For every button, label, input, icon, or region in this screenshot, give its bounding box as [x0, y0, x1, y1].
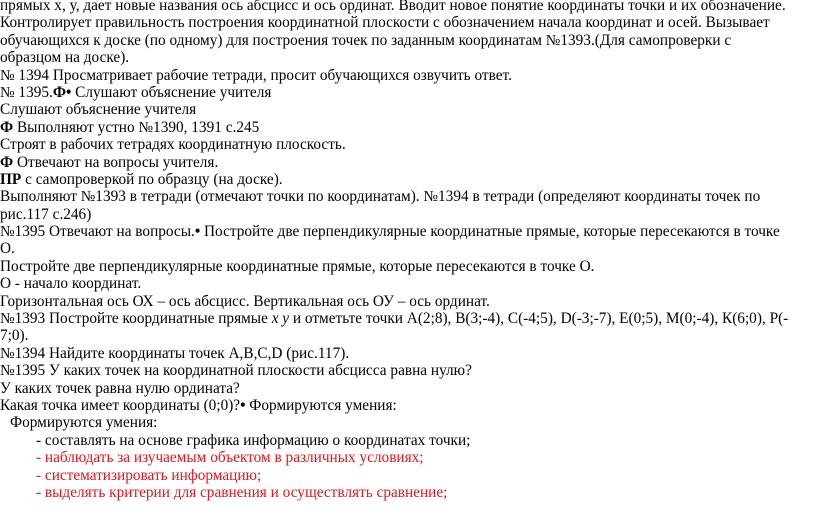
text-run: №1395 Отвечают на вопросы.: [0, 223, 195, 241]
bold-marker: Ф: [0, 118, 14, 136]
bullet-icon: •: [194, 223, 201, 241]
text-line: Строят в рабочих тетрадях координатную плоскость.: [0, 136, 346, 154]
bold-marker: Ф: [52, 83, 66, 101]
text-run: №1393 Постройте координатные прямые: [0, 310, 272, 328]
text-run: с самопроверкой по образцу (на доске).: [21, 170, 283, 188]
text-line: [0, 223, 812, 240]
text-run: Формируются умения:: [245, 396, 397, 414]
text-line: Горизонтальная ось ОХ – ось абсцисс. Вертикальная ось ОУ – ось ординат.: [0, 292, 490, 310]
text-line: Постройте две перпендикулярные координатные прямые, которые пересекаются в точке О.: [0, 257, 595, 275]
text-line: обучающихся к доске (по одному) для построения точек по заданным координатам №1393.(Для самопроверки с: [0, 31, 732, 49]
text-line: 7;0).: [0, 327, 29, 345]
text-line: О - начало координат.: [0, 275, 142, 293]
text-line: [0, 397, 812, 414]
text-line: У каких точек равна нулю ордината?: [0, 379, 240, 397]
text-line: №1395 У каких точек на координатной плоскости абсцисса равна нулю?: [0, 362, 472, 380]
list-item-red: - наблюдать за изучаемым объектом в различных условиях;: [36, 449, 424, 467]
text-run: Постройте две перпендикулярные координатные прямые, которые пересекаются в точке: [200, 223, 780, 241]
text-line: Контролирует правильность построения координатной плоскости с обозначением начала координат и осей. Вызывает: [0, 14, 770, 32]
bold-marker: ПР: [0, 170, 22, 188]
text-run: Выполняют устно №1390, 1391 с.245: [13, 118, 260, 136]
text-line: [0, 310, 812, 327]
text-line: образцом на доске).: [0, 49, 130, 67]
text-line: Выполняют №1393 в тетради (отмечают точки по координатам). №1394 в тетради (определяют координаты точек по: [0, 188, 761, 206]
text-run: Отвечают на вопросы учителя.: [13, 153, 219, 171]
bullet-icon: •: [240, 396, 246, 414]
list-item-red: - выделять критерии для сравнения и осуществлять сравнение;: [36, 483, 448, 501]
list-item: - составлять на основе графика информацию о координатах точки;: [36, 431, 471, 449]
list-item-red: - систематизировать информацию;: [36, 466, 262, 484]
text-line: [0, 154, 812, 171]
text-line: рис.117 с.246): [0, 205, 92, 223]
text-run: Слушают объяснение учителя: [71, 83, 272, 101]
bold-marker: Ф: [0, 153, 14, 171]
text-line: [0, 119, 812, 136]
italic-run: х у: [271, 310, 290, 328]
bullet-icon: •: [65, 83, 72, 101]
text-run: и отметьте точки А(2;8), В(3;-4), С(-4;5), D(-3;-7), Е(0;5), М(0;-4), К(6;0), Р(-: [289, 310, 789, 328]
text-line: Слушают объяснение учителя: [0, 101, 197, 119]
text-line: Формируются умения:: [10, 414, 158, 432]
text-run: Какая точка имеет координаты (0;0)?: [0, 396, 241, 414]
text-line: прямых х, у, дает новые названия ось абсцисс и ось ординат. Вводит новое понятие координаты точки и их обозначение.: [0, 0, 786, 14]
text-line: О.: [0, 240, 15, 258]
text-line: [0, 171, 812, 188]
text-line: № 1394 Просматривает рабочие тетради, просит обучающихся озвучить ответ.: [0, 66, 512, 84]
text-line: [0, 84, 812, 101]
text-line: №1394 Найдите координаты точек А,В,С,D (рис.117).: [0, 344, 350, 362]
text-run: № 1395.: [0, 83, 53, 101]
